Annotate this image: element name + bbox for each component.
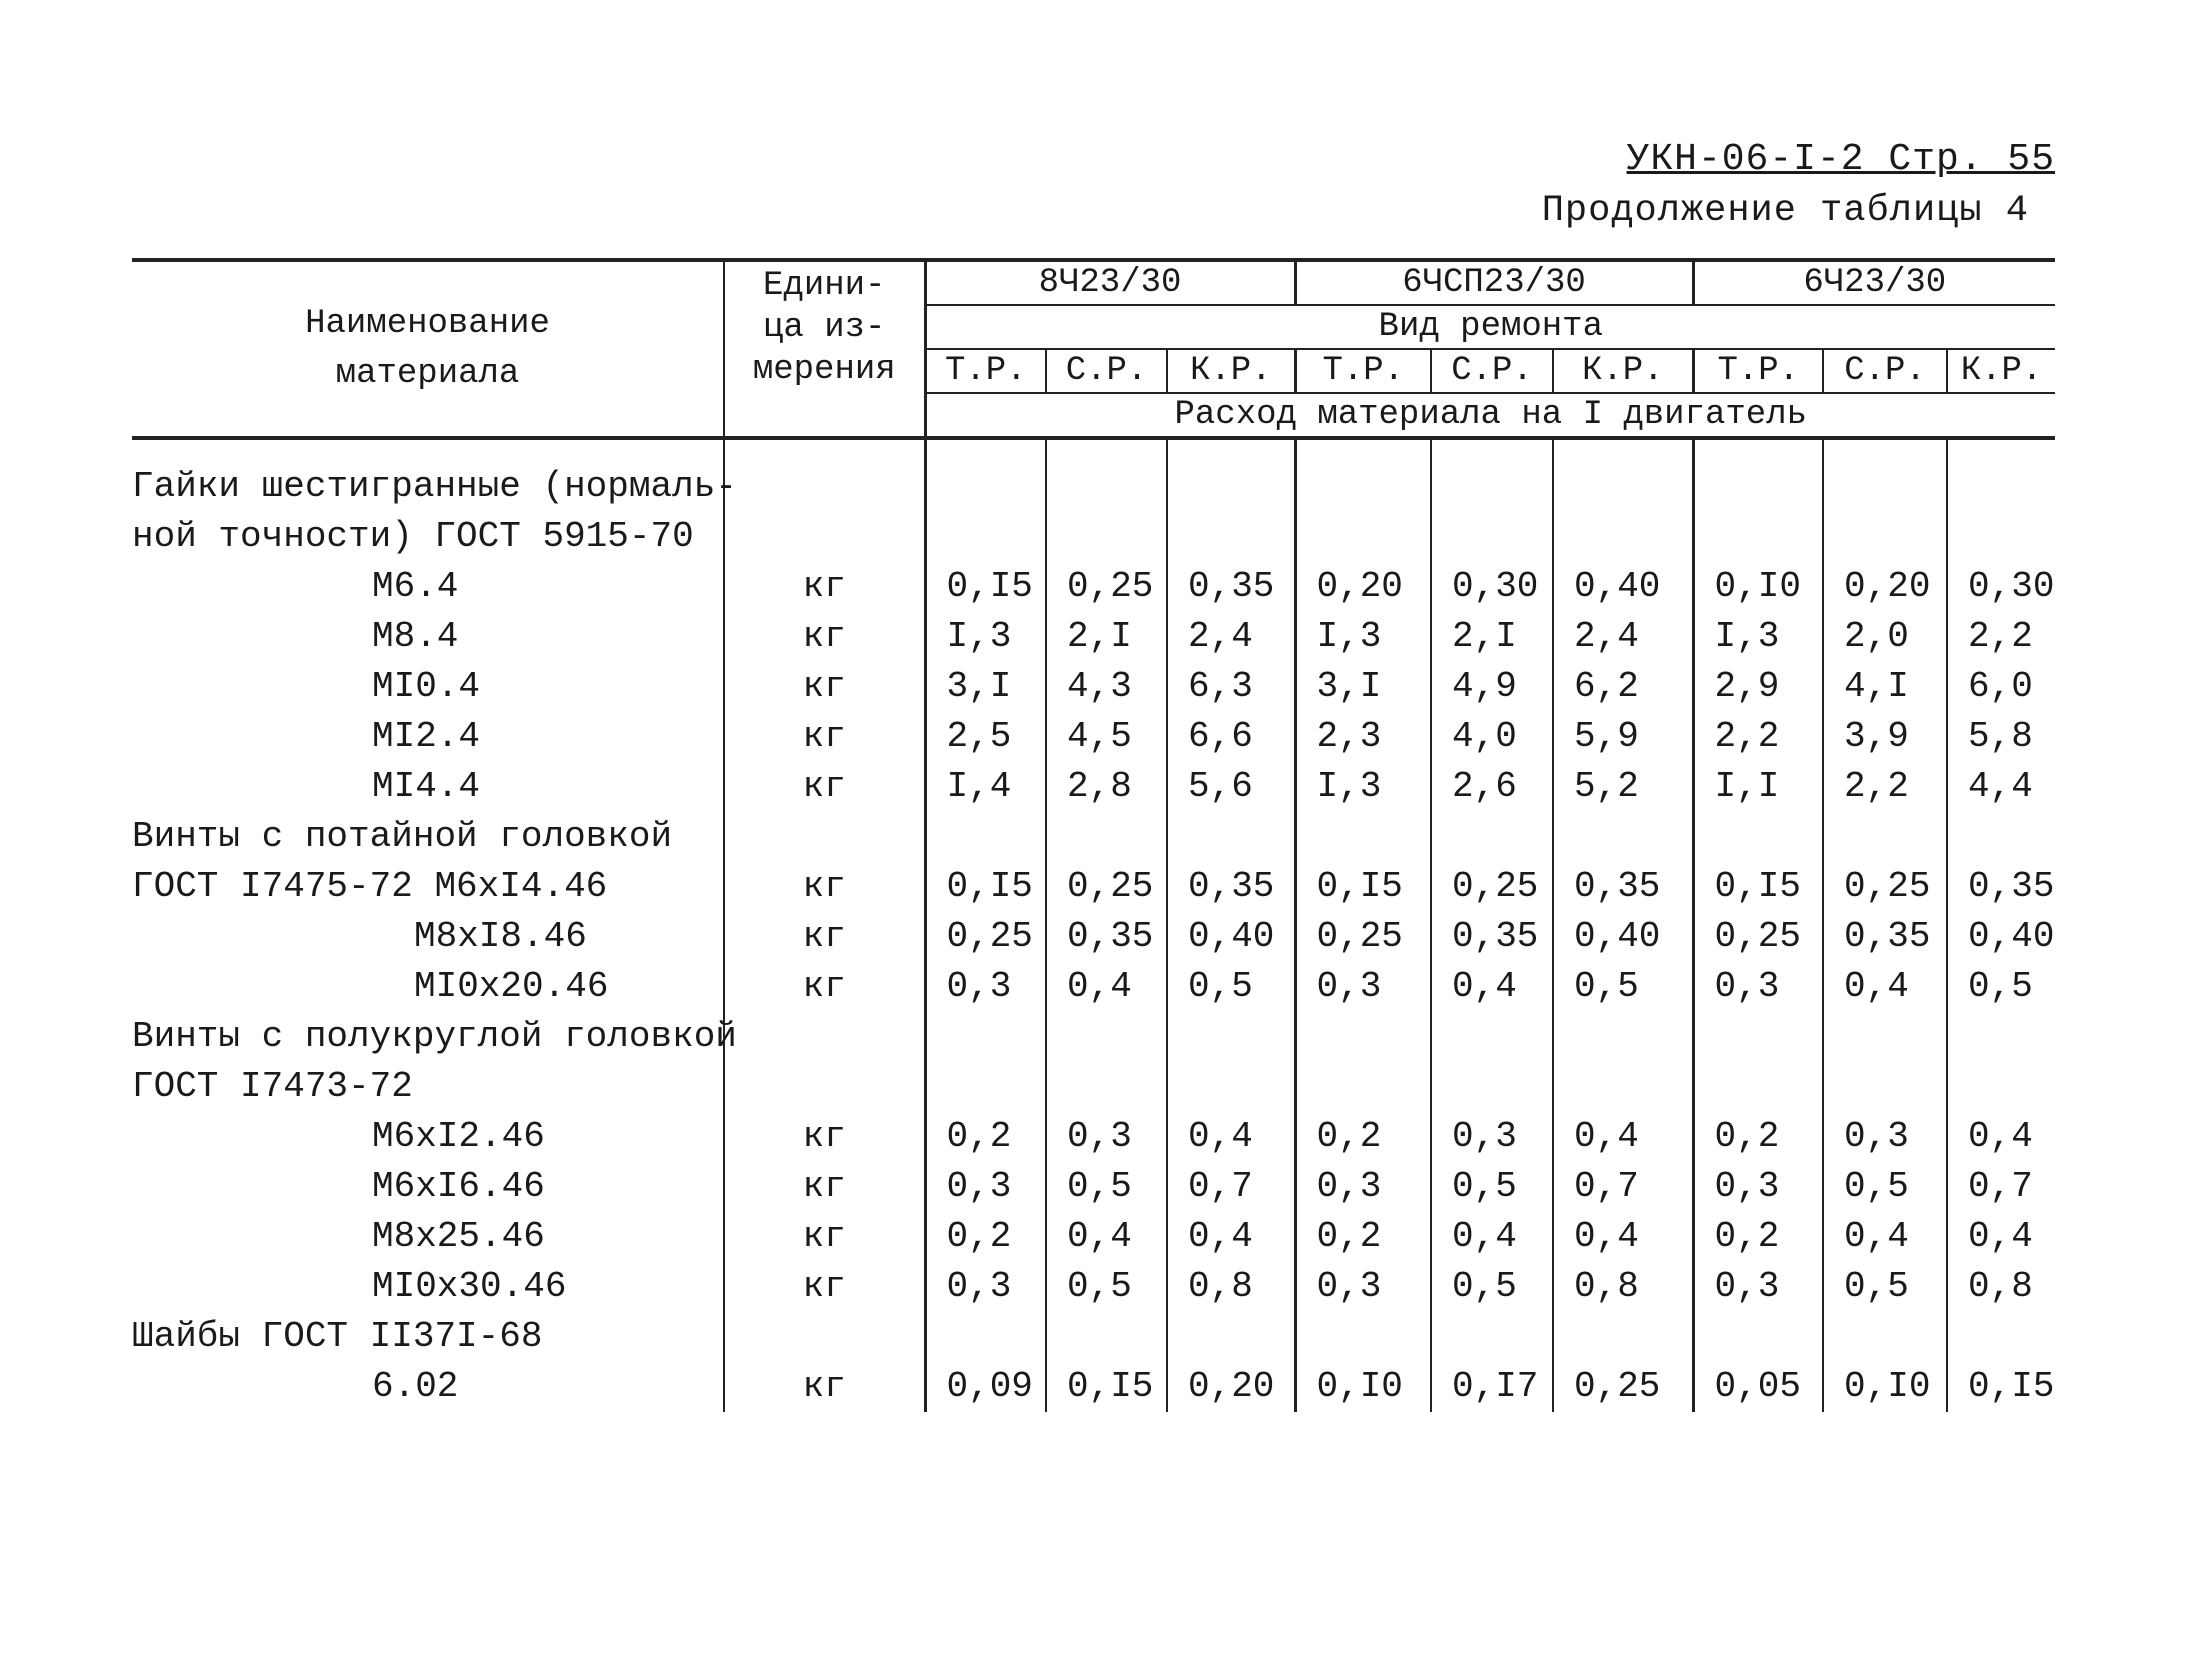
- consumption-value-cell: [1553, 512, 1693, 562]
- consumption-value-cell: [1553, 812, 1693, 862]
- table-row: [132, 1012, 2055, 1062]
- consumption-value-cell: 2,8: [1046, 762, 1167, 812]
- consumption-value-cell: 0,30: [1431, 562, 1553, 612]
- consumption-value-cell: [1431, 1312, 1553, 1362]
- unit-header-line3: мерения: [752, 350, 896, 389]
- consumption-value-cell: 0,8: [1553, 1262, 1693, 1312]
- consumption-value-cell: [1553, 1312, 1693, 1362]
- consumption-value-cell: I,3: [925, 612, 1046, 662]
- repair-type-sr: С.Р.: [1431, 349, 1553, 393]
- consumption-value-cell: 0,3: [1693, 1262, 1823, 1312]
- consumption-value-cell: [1693, 1012, 1823, 1062]
- consumption-value-cell: [1295, 1062, 1431, 1112]
- consumption-value-cell: 0,5: [1431, 1262, 1553, 1312]
- consumption-value-cell: [1823, 512, 1947, 562]
- consumption-value-cell: 0,3: [925, 1162, 1046, 1212]
- consumption-value-cell: 2,I: [1046, 612, 1167, 662]
- material-name-cell: М8х25.46: [372, 1216, 545, 1257]
- consumption-value-cell: 0,5: [1167, 962, 1295, 1012]
- document-code: УКН-06-I-2 Стр. 55: [1626, 138, 2055, 181]
- consumption-value-cell: 4,4: [1947, 762, 2055, 812]
- consumption-value-cell: 0,35: [1431, 912, 1553, 962]
- consumption-value-cell: 5,9: [1553, 712, 1693, 762]
- consumption-value-cell: 0,3: [925, 1262, 1046, 1312]
- consumption-value-cell: [1431, 812, 1553, 862]
- consumption-value-cell: 0,5: [1431, 1162, 1553, 1212]
- consumption-value-cell: [1947, 512, 2055, 562]
- consumption-value-cell: [1693, 1062, 1823, 1112]
- consumption-value-cell: 3,I: [1295, 662, 1431, 712]
- material-name-cell: МI4.4: [372, 766, 481, 807]
- consumption-value-cell: [1693, 512, 1823, 562]
- consumption-value-cell: [1167, 812, 1295, 862]
- table-row: [132, 1312, 2055, 1362]
- consumption-value-cell: 5,8: [1947, 712, 2055, 762]
- consumption-value-cell: 0,3: [1295, 1262, 1431, 1312]
- consumption-value-cell: 0,4: [1947, 1212, 2055, 1262]
- consumption-value-cell: 4,3: [1046, 662, 1167, 712]
- consumption-value-cell: [1823, 1012, 1947, 1062]
- consumption-value-cell: 0,4: [1947, 1112, 2055, 1162]
- material-name-cell: 6.02: [372, 1366, 459, 1407]
- consumption-value-cell: [1295, 812, 1431, 862]
- consumption-value-cell: 0,4: [1431, 962, 1553, 1012]
- consumption-value-cell: 0,35: [1167, 862, 1295, 912]
- spacer-row: [132, 438, 2055, 462]
- material-name-cell: МI0х30.46: [372, 1266, 567, 1307]
- consumption-value-cell: 0,35: [1046, 912, 1167, 962]
- consumption-value-cell: 0,40: [1553, 912, 1693, 962]
- repair-type-tr: Т.Р.: [925, 349, 1046, 393]
- table-row: [132, 712, 2055, 762]
- table-row: [132, 512, 2055, 562]
- unit-cell: кг: [724, 962, 925, 1012]
- consumption-value-cell: 0,5: [1947, 962, 2055, 1012]
- repair-type-header: Вид ремонта: [925, 305, 2055, 349]
- table-row: [132, 812, 2055, 862]
- consumption-value-cell: 0,7: [1167, 1162, 1295, 1212]
- repair-type-tr: Т.Р.: [1693, 349, 1823, 393]
- consumption-value-cell: [1431, 462, 1553, 512]
- consumption-value-cell: 0,5: [1553, 962, 1693, 1012]
- consumption-value-cell: 2,2: [1947, 612, 2055, 662]
- consumption-value-cell: 0,2: [1295, 1212, 1431, 1262]
- consumption-value-cell: [1046, 462, 1167, 512]
- unit-cell: [724, 1062, 925, 1112]
- material-name-cell: М6.4: [372, 566, 459, 607]
- material-name-cell: М6хI6.46: [372, 1166, 545, 1207]
- consumption-value-cell: 0,5: [1046, 1162, 1167, 1212]
- consumption-value-cell: 0,25: [1823, 862, 1947, 912]
- consumption-value-cell: [925, 1062, 1046, 1112]
- table-row: [132, 1162, 2055, 1212]
- consumption-value-cell: 0,3: [1295, 962, 1431, 1012]
- unit-header-line1: Едини-: [763, 266, 886, 305]
- material-name-cell: МI2.4: [372, 716, 481, 757]
- consumption-value-cell: [1046, 812, 1167, 862]
- consumption-value-cell: 0,30: [1947, 562, 2055, 612]
- consumption-value-cell: 0,3: [1431, 1112, 1553, 1162]
- consumption-value-cell: 0,8: [1947, 1262, 2055, 1312]
- unit-cell: [724, 512, 925, 562]
- unit-cell: [724, 462, 925, 512]
- consumption-value-cell: [1693, 1312, 1823, 1362]
- consumption-value-cell: I,3: [1295, 612, 1431, 662]
- consumption-value-cell: 0,40: [1947, 912, 2055, 962]
- unit-cell: кг: [724, 1162, 925, 1212]
- consumption-value-cell: 0,4: [1823, 1212, 1947, 1262]
- material-name-cell: Винты с полукруглой головкой: [132, 1016, 737, 1057]
- consumption-value-cell: 0,I5: [1295, 862, 1431, 912]
- consumption-value-cell: [1823, 812, 1947, 862]
- consumption-value-cell: 0,25: [1553, 1362, 1693, 1412]
- consumption-value-cell: 4,0: [1431, 712, 1553, 762]
- consumption-value-cell: [1295, 1012, 1431, 1062]
- consumption-value-cell: 0,2: [925, 1112, 1046, 1162]
- repair-type-kr: К.Р.: [1947, 349, 2055, 393]
- consumption-value-cell: [1295, 462, 1431, 512]
- table-continuation-label: Продолжение таблицы 4: [1541, 190, 2029, 232]
- unit-cell: кг: [724, 562, 925, 612]
- unit-cell: [724, 1312, 925, 1362]
- consumption-value-cell: 0,4: [1167, 1212, 1295, 1262]
- consumption-value-cell: 2,4: [1553, 612, 1693, 662]
- consumption-value-cell: [925, 1012, 1046, 1062]
- consumption-value-cell: 0,7: [1553, 1162, 1693, 1212]
- consumption-value-cell: [1046, 1012, 1167, 1062]
- consumption-value-cell: 0,I0: [1823, 1362, 1947, 1412]
- consumption-value-cell: 0,2: [1693, 1212, 1823, 1262]
- consumption-value-cell: 0,25: [1431, 862, 1553, 912]
- consumption-value-cell: 0,I5: [1046, 1362, 1167, 1412]
- consumption-value-cell: [1046, 1062, 1167, 1112]
- consumption-value-cell: I,3: [1295, 762, 1431, 812]
- consumption-value-cell: [1553, 1062, 1693, 1112]
- consumption-value-cell: [1553, 462, 1693, 512]
- table-row: [132, 1362, 2055, 1412]
- consumption-value-cell: 0,4: [1823, 962, 1947, 1012]
- material-name-cell: Винты с потайной головкой: [132, 816, 673, 857]
- material-name-header-line1: Наименование: [305, 305, 550, 343]
- material-name-cell: МI0х20.46: [414, 966, 609, 1007]
- unit-cell: кг: [724, 862, 925, 912]
- consumption-value-cell: I,3: [1693, 612, 1823, 662]
- consumption-value-cell: 2,3: [1295, 712, 1431, 762]
- consumption-value-cell: I,I: [1693, 762, 1823, 812]
- table-row: [132, 612, 2055, 662]
- repair-type-tr: Т.Р.: [1295, 349, 1431, 393]
- consumption-value-cell: 0,3: [925, 962, 1046, 1012]
- consumption-value-cell: 0,5: [1823, 1262, 1947, 1312]
- consumption-value-cell: 2,5: [925, 712, 1046, 762]
- unit-cell: кг: [724, 1112, 925, 1162]
- consumption-value-cell: 6,2: [1553, 662, 1693, 712]
- consumption-value-cell: 0,I5: [1693, 862, 1823, 912]
- consumption-value-cell: [1431, 512, 1553, 562]
- consumption-value-cell: 0,4: [1046, 962, 1167, 1012]
- consumption-value-cell: 2,0: [1823, 612, 1947, 662]
- material-name-header-line2: материала: [335, 355, 520, 393]
- material-name-header: [132, 260, 724, 438]
- consumption-header: Расход материала на I двигатель: [925, 393, 2055, 438]
- repair-type-kr: К.Р.: [1167, 349, 1295, 393]
- unit-cell: кг: [724, 662, 925, 712]
- consumption-value-cell: 0,40: [1167, 912, 1295, 962]
- table-row: [132, 962, 2055, 1012]
- consumption-value-cell: 4,5: [1046, 712, 1167, 762]
- consumption-value-cell: I,4: [925, 762, 1046, 812]
- consumption-value-cell: 0,35: [1823, 912, 1947, 962]
- consumption-value-cell: 0,25: [1693, 912, 1823, 962]
- table-row: [132, 862, 2055, 912]
- consumption-value-cell: [1167, 1012, 1295, 1062]
- repair-type-kr: К.Р.: [1553, 349, 1693, 393]
- consumption-value-cell: [1295, 1312, 1431, 1362]
- consumption-value-cell: 0,4: [1431, 1212, 1553, 1262]
- consumption-value-cell: 0,2: [925, 1212, 1046, 1262]
- consumption-value-cell: 6,6: [1167, 712, 1295, 762]
- consumption-value-cell: [1295, 512, 1431, 562]
- unit-cell: [724, 1012, 925, 1062]
- consumption-value-cell: 0,25: [1046, 862, 1167, 912]
- consumption-value-cell: [1553, 1012, 1693, 1062]
- consumption-value-cell: 0,4: [1553, 1212, 1693, 1262]
- consumption-value-cell: [925, 512, 1046, 562]
- table-body: [132, 438, 2055, 1412]
- consumption-value-cell: [1431, 1062, 1553, 1112]
- consumption-value-cell: [1167, 512, 1295, 562]
- consumption-value-cell: [1693, 462, 1823, 512]
- consumption-value-cell: 0,40: [1553, 562, 1693, 612]
- unit-cell: кг: [724, 1362, 925, 1412]
- unit-cell: кг: [724, 612, 925, 662]
- consumption-value-cell: [1947, 462, 2055, 512]
- consumption-value-cell: 3,I: [925, 662, 1046, 712]
- consumption-value-cell: 0,4: [1046, 1212, 1167, 1262]
- consumption-value-cell: [1167, 1062, 1295, 1112]
- consumption-value-cell: 0,I5: [925, 562, 1046, 612]
- consumption-value-cell: 2,6: [1431, 762, 1553, 812]
- engine-group-header: 8Ч23/30: [925, 260, 1295, 305]
- consumption-value-cell: 6,0: [1947, 662, 2055, 712]
- unit-header-spacer: [724, 393, 925, 438]
- consumption-value-cell: 0,20: [1167, 1362, 1295, 1412]
- consumption-value-cell: [1947, 1312, 2055, 1362]
- consumption-value-cell: [1947, 812, 2055, 862]
- consumption-value-cell: 0,I0: [1295, 1362, 1431, 1412]
- table-row: [132, 1112, 2055, 1162]
- unit-cell: кг: [724, 762, 925, 812]
- consumption-value-cell: [1823, 1312, 1947, 1362]
- material-name-cell: Шайбы ГОСТ II37I-68: [132, 1316, 543, 1357]
- consumption-value-cell: 0,35: [1553, 862, 1693, 912]
- unit-cell: кг: [724, 712, 925, 762]
- material-name-cell: М8хI8.46: [414, 916, 587, 957]
- consumption-value-cell: [1823, 1062, 1947, 1112]
- table-row: [132, 462, 2055, 512]
- table-row: [132, 1062, 2055, 1112]
- engine-group-header: 6Ч23/30: [1693, 260, 2055, 305]
- consumption-value-cell: 4,9: [1431, 662, 1553, 712]
- consumption-value-cell: [1046, 1312, 1167, 1362]
- consumption-value-cell: 0,5: [1823, 1162, 1947, 1212]
- consumption-value-cell: 6,3: [1167, 662, 1295, 712]
- consumption-value-cell: 0,20: [1295, 562, 1431, 612]
- consumption-value-cell: 0,I5: [925, 862, 1046, 912]
- consumption-value-cell: 0,35: [1947, 862, 2055, 912]
- consumption-value-cell: 0,3: [1046, 1112, 1167, 1162]
- consumption-value-cell: [1693, 812, 1823, 862]
- table-row: [132, 662, 2055, 712]
- consumption-value-cell: [1046, 512, 1167, 562]
- consumption-value-cell: [925, 1312, 1046, 1362]
- consumption-value-cell: 0,05: [1693, 1362, 1823, 1412]
- table-row: [132, 1212, 2055, 1262]
- consumption-value-cell: 0,25: [1046, 562, 1167, 612]
- consumption-value-cell: 5,6: [1167, 762, 1295, 812]
- consumption-value-cell: 0,3: [1295, 1162, 1431, 1212]
- consumption-value-cell: [1823, 462, 1947, 512]
- unit-header-line2: ца из-: [763, 308, 886, 347]
- consumption-value-cell: 0,09: [925, 1362, 1046, 1412]
- consumption-value-cell: 0,20: [1823, 562, 1947, 612]
- table-row: [132, 1262, 2055, 1312]
- consumption-value-cell: [1947, 1012, 2055, 1062]
- consumption-value-cell: 0,I7: [1431, 1362, 1553, 1412]
- table-row: [132, 562, 2055, 612]
- consumption-value-cell: 0,3: [1693, 962, 1823, 1012]
- unit-cell: кг: [724, 1212, 925, 1262]
- consumption-value-cell: 0,25: [1295, 912, 1431, 962]
- consumption-value-cell: [925, 812, 1046, 862]
- consumption-value-cell: 0,8: [1167, 1262, 1295, 1312]
- consumption-value-cell: 2,2: [1823, 762, 1947, 812]
- material-name-cell: ГОСТ I7475-72 М6хI4.46: [132, 866, 608, 907]
- unit-cell: кг: [724, 912, 925, 962]
- consumption-value-cell: 0,35: [1167, 562, 1295, 612]
- unit-header: [724, 260, 925, 393]
- table-row: [132, 762, 2055, 812]
- consumption-value-cell: [1431, 1012, 1553, 1062]
- consumption-value-cell: [1167, 1312, 1295, 1362]
- consumption-value-cell: 0,2: [1295, 1112, 1431, 1162]
- material-consumption-table: [132, 258, 2055, 1412]
- consumption-value-cell: 0,4: [1167, 1112, 1295, 1162]
- consumption-value-cell: [1167, 462, 1295, 512]
- consumption-value-cell: 2,I: [1431, 612, 1553, 662]
- consumption-value-cell: [925, 462, 1046, 512]
- repair-type-sr: С.Р.: [1823, 349, 1947, 393]
- engine-group-header: 6ЧСП23/30: [1295, 260, 1693, 305]
- repair-type-sr: С.Р.: [1046, 349, 1167, 393]
- table-row: [132, 912, 2055, 962]
- unit-cell: [724, 812, 925, 862]
- consumption-value-cell: 5,2: [1553, 762, 1693, 812]
- consumption-value-cell: 0,I5: [1947, 1362, 2055, 1412]
- consumption-value-cell: 2,9: [1693, 662, 1823, 712]
- consumption-value-cell: 0,3: [1693, 1162, 1823, 1212]
- consumption-value-cell: 0,I0: [1693, 562, 1823, 612]
- unit-cell: кг: [724, 1262, 925, 1312]
- consumption-value-cell: 2,2: [1693, 712, 1823, 762]
- consumption-value-cell: 3,9: [1823, 712, 1947, 762]
- material-name-cell: МI0.4: [372, 666, 481, 707]
- consumption-value-cell: 0,5: [1046, 1262, 1167, 1312]
- material-name-cell: М8.4: [372, 616, 459, 657]
- material-name-cell: ной точности) ГОСТ 5915-70: [132, 516, 694, 557]
- consumption-value-cell: 0,3: [1823, 1112, 1947, 1162]
- material-name-cell: ГОСТ I7473-72: [132, 1066, 413, 1107]
- consumption-value-cell: 4,I: [1823, 662, 1947, 712]
- consumption-value-cell: 0,2: [1693, 1112, 1823, 1162]
- material-name-cell: М6хI2.46: [372, 1116, 545, 1157]
- consumption-value-cell: 0,7: [1947, 1162, 2055, 1212]
- consumption-value-cell: 0,25: [925, 912, 1046, 962]
- consumption-value-cell: 2,4: [1167, 612, 1295, 662]
- consumption-value-cell: 0,4: [1553, 1112, 1693, 1162]
- material-name-cell: Гайки шестигранные (нормаль-: [132, 466, 737, 507]
- consumption-value-cell: [1947, 1062, 2055, 1112]
